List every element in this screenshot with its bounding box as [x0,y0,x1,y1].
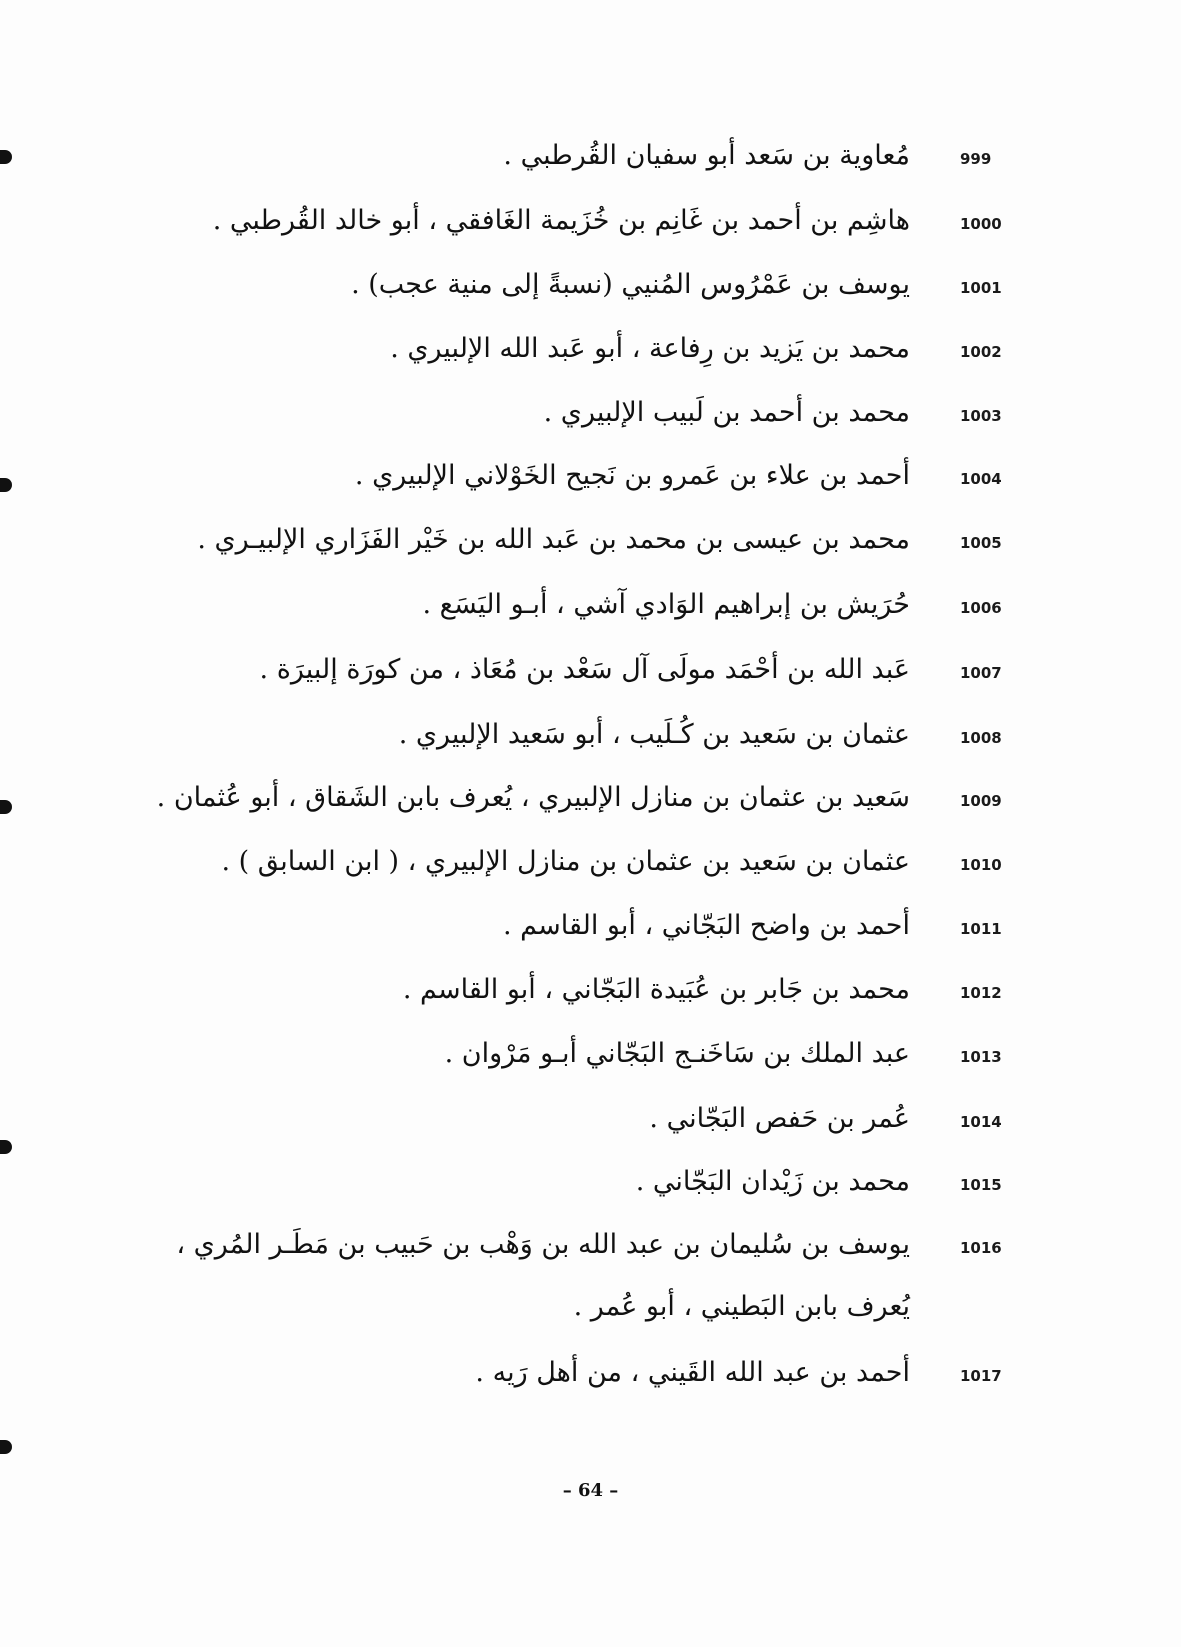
entry-text: عُمر بن حَفص البَجّاني . [649,1103,910,1134]
entry-row [120,456,1040,516]
entry-row [120,393,1040,453]
entry-text: يوسف بن عَمْرُوس المُنيي (نسبةً إلى منية عجب) . [351,269,910,300]
entry-number: 1014 [960,1113,1002,1131]
entry-number: 1005 [960,534,1002,552]
entry-row [120,585,1040,645]
binding-mark [0,800,12,814]
entry-number: 1001 [960,279,1002,297]
entry-text: أحمد بن علاء بن عَمرو بن نَجيح الخَوْلاني الإلبيري . [354,460,910,491]
entry-row [120,1353,1040,1413]
entry-number: 1007 [960,664,1002,682]
binding-mark [0,478,12,492]
entry-number: 1013 [960,1048,1002,1066]
entry-row [120,906,1040,966]
entry-number: 1011 [960,920,1002,938]
binding-mark [0,1140,12,1154]
entry-text: حُرَيش بن إبراهيم الوَادي آشي ، أبـو اليَسَع . [422,589,910,620]
entry-row [120,650,1040,710]
entry-row [120,970,1040,1030]
entry-text-line: يوسف بن سُليمان بن عبد الله بن وَهْب بن حَبيب بن مَطَـر المُري ، [176,1229,910,1260]
entry-number: 1003 [960,407,1002,425]
entry-number: 999 [960,150,992,168]
entry-text: هاشِم بن أحمد بن غَانِم بن خُزَيمة الغَافقي ، أبو خالد القُرطبي . [212,205,910,236]
entry-number: 1006 [960,599,1002,617]
entry-number: 1009 [960,792,1002,810]
binding-mark [0,150,12,164]
entry-text: أحمد بن واضح البَجّاني ، أبو القاسم . [502,910,910,941]
entry-text: محمد بن عيسى بن محمد بن عَبد الله بن خَيْر الفَزَاري الإلبيـري . [197,524,910,555]
entry-text: مُعاوية بن سَعد أبو سفيان القُرطبي . [503,140,910,171]
entry-number: 1004 [960,470,1002,488]
entry-row [120,778,1040,838]
entry-number: 1000 [960,215,1002,233]
entry-row [120,1225,1040,1355]
entry-row [120,136,1040,196]
page-number: – 64 – [562,1480,619,1501]
entry-row [120,520,1040,580]
entry-row [120,1099,1040,1159]
entry-text: عثمان بن سَعيد بن كُـلَيب ، أبو سَعيد الإلبيري . [398,719,910,750]
entry-text: عثمان بن سَعيد بن عثمان بن منازل الإلبيري ، ( ابن السابق ) . [221,846,910,877]
entry-row [120,265,1040,325]
entry-text: أحمد بن عبد الله القَيني ، من أهل رَيه . [475,1357,910,1388]
entry-row [120,201,1040,261]
entry-text-continuation: يُعرف بابن البَطيني ، أبو عُمر . [573,1291,910,1322]
entry-text: محمد بن أحمد بن لَبيب الإلبيري . [543,397,910,428]
entry-number: 1002 [960,343,1002,361]
entry-number: 1008 [960,729,1002,747]
entry-text: محمد بن زَيْدان البَجّاني . [635,1166,910,1197]
binding-mark [0,1440,12,1454]
entry-row [120,842,1040,902]
entry-row [120,1162,1040,1222]
entry-text: سَعيد بن عثمان بن منازل الإلبيري ، يُعرف بابن الشَقاق ، أبو عُثمان . [156,782,910,813]
entry-number: 1012 [960,984,1002,1002]
entry-number: 1010 [960,856,1002,874]
entry-text: عَبد الله بن أحْمَد مولَى آل سَعْد بن مُعَاذ ، من كورَة إلبيرَة . [259,654,910,685]
entry-row [120,715,1040,775]
entry-text: محمد بن جَابر بن عُبَيدة البَجّاني ، أبو القاسم . [402,974,910,1005]
entry-text: عبد الملك بن سَاخَنـج البَجّاني أبـو مَرْوان . [444,1038,910,1069]
entry-text [120,1225,910,1327]
entry-number: 1016 [960,1239,1002,1257]
entry-text: محمد بن يَزيد بن رِفاعة ، أبو عَبد الله الإلبيري . [390,333,910,364]
entry-row [120,1034,1040,1094]
entry-number: 1017 [960,1367,1002,1385]
entry-number: 1015 [960,1176,1002,1194]
entry-row [120,329,1040,389]
